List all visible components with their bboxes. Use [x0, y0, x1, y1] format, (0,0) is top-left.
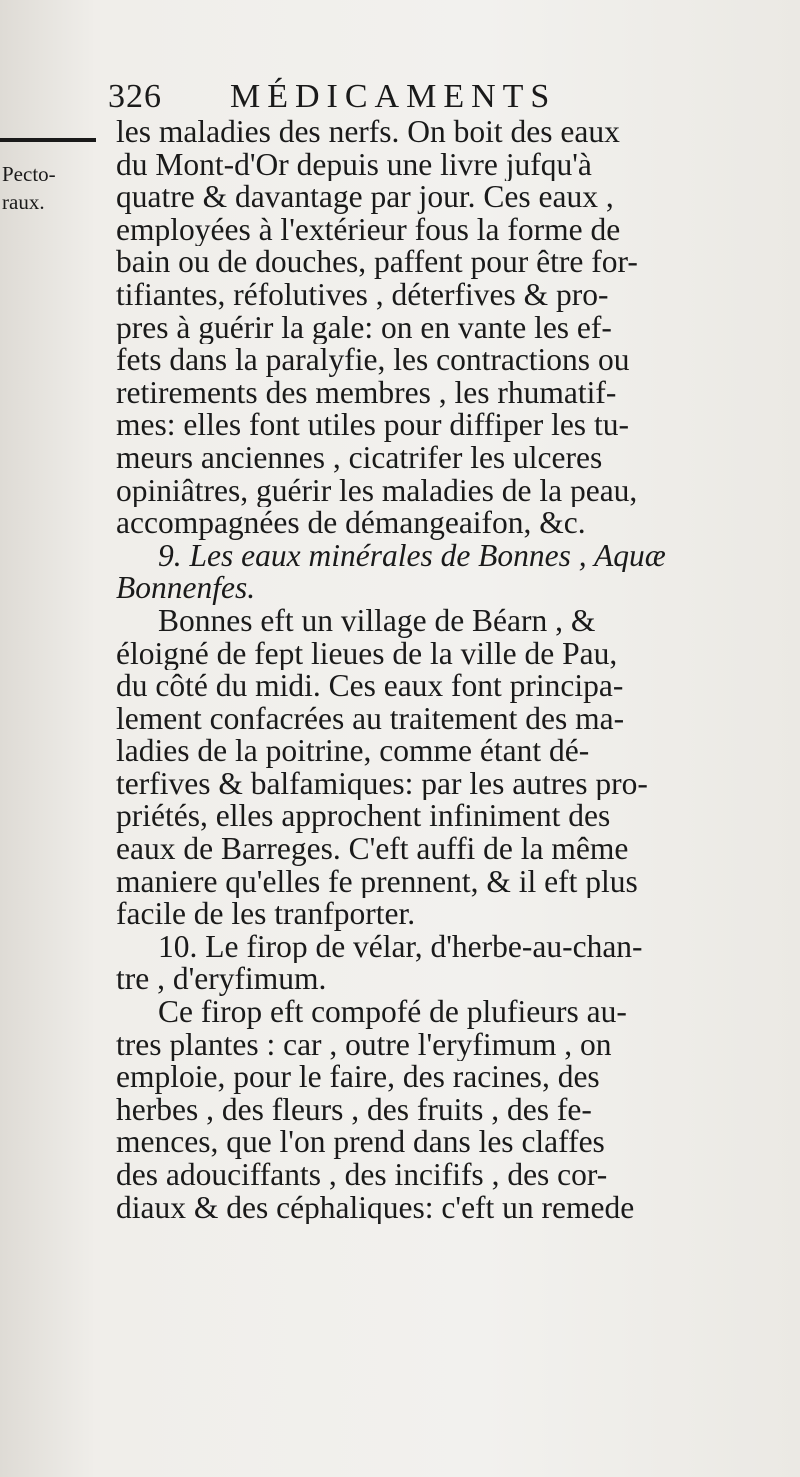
margin-note-line: raux. — [2, 190, 45, 214]
text-line: du côté du midi. Ces eaux font principa- — [116, 670, 624, 703]
text-line: terfives & balfamiques: par les autres pro- — [116, 767, 648, 801]
running-title: MÉDICAMENTS — [230, 78, 557, 115]
text-line: lement confacrées au traitement des ma- — [116, 702, 625, 736]
text-line: les maladies des nerfs. On boit des eaux — [116, 116, 620, 149]
text-line: 10. Le firop de vélar, d'herbe-au-chan- — [158, 930, 643, 964]
text-line: accompagnées de démangeaifon, &c. — [116, 507, 586, 540]
text-line: Ce firop eft compofé de plufieurs au- — [158, 996, 627, 1029]
text-line: tre , d'eryfimum. — [116, 963, 327, 997]
text-line: Bonnes eft un village de Béarn , & — [158, 604, 596, 638]
text-line: opiniâtres, guérir les maladies de la peau, — [116, 474, 638, 508]
text-line: mences, que l'on prend dans les claffes — [116, 1126, 605, 1159]
text-line: maniere qu'elles fe prennent, & il eft plus — [116, 865, 638, 899]
text-line: tifiantes, réfolutives , déterfives & pro- — [116, 278, 609, 312]
text-line: diaux & des céphaliques: c'eft un remede — [116, 1191, 635, 1225]
text-line: eaux de Barreges. C'eft auffi de la même — [116, 833, 629, 866]
text-line: fets dans la paralyfie, les contractions ou — [116, 344, 630, 377]
margin-note-line: Peсto- — [2, 162, 56, 186]
text-line: des adouciffants , des incififs , des cor- — [116, 1159, 608, 1192]
text-line: pres à guérir la gale: on en vante les ef- — [116, 311, 612, 345]
text-line: bain ou de douches, paffent pour être for- — [116, 246, 638, 279]
text-line: employées à l'extérieur fous la forme de — [116, 213, 621, 247]
text-line: du Mont-d'Or depuis une livre jufqu'à — [116, 148, 592, 182]
text-line: facile de les tranfporter. — [116, 898, 416, 931]
text-line: emploie, pour le faire, des racines, des — [116, 1061, 600, 1094]
text-line: ladies de la poitrine, comme étant dé- — [116, 735, 590, 768]
margin-rule — [0, 138, 96, 142]
text-line: mes: elles font utiles pour diffiper les tu- — [116, 409, 629, 442]
text-line: tres plantes : car , outre l'eryfimum , on — [116, 1028, 612, 1062]
text-line: retirements des membres , les rhumatif- — [116, 376, 617, 410]
text-line: Bonnenfes. — [116, 572, 256, 605]
text-line: éloigné de fept lieues de la ville de Pau, — [116, 637, 618, 671]
text-line: meurs anciennes , cicatrifer les ulceres — [116, 441, 603, 475]
text-line: priétés, elles approchent infiniment des — [116, 800, 611, 834]
page-number: 326 — [108, 78, 162, 115]
body-text — [116, 116, 750, 1224]
margin-note — [2, 160, 102, 216]
text-line: quatre & davantage par jour. Ces eaux , — [116, 181, 614, 214]
text-line: 9. Les eaux minérales de Bonnes , Aquæ — [158, 539, 666, 573]
text-line: herbes , des fleurs , des fruits , des fe- — [116, 1093, 592, 1127]
